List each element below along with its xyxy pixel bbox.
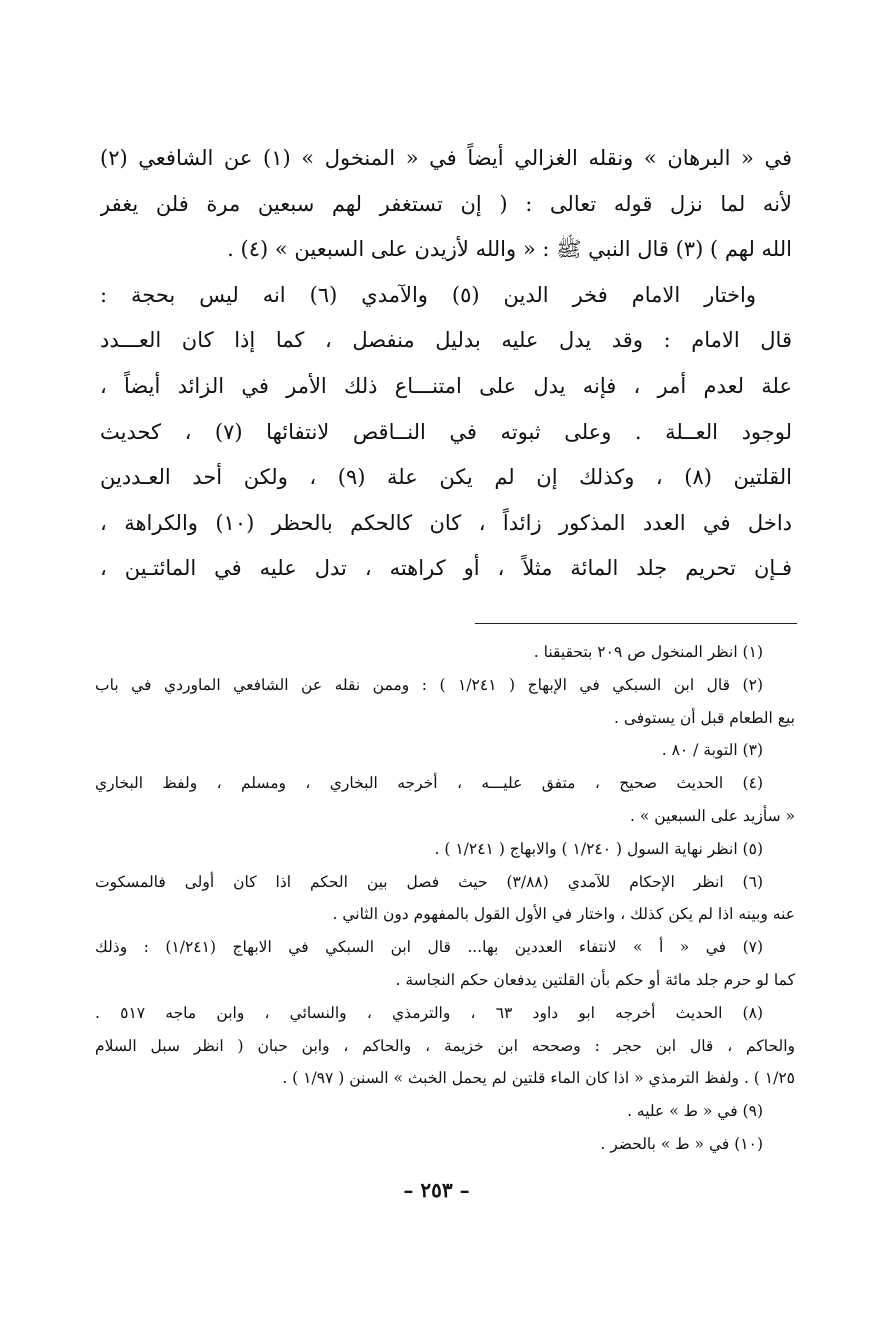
- footnote-line: « سأزيد على السبعين » .: [630, 806, 795, 825]
- main-text-line: قال الامام : وقد يدل عليه بدليل منفصل ، كما إذا كان العـــدد: [100, 328, 792, 353]
- footnote-line: كما لو حرم جلد مائة أو حكم بأن القلتين يدفعان حكم النجاسة .: [395, 970, 795, 989]
- footnote-line: (٤) الحديث صحيح ، متفق عليـــه ، أخرجه البخاري ، ومسلم ، ولفظ البخاري: [95, 774, 763, 793]
- footnote-line: (٥) انظر نهاية السول ( ١/٢٤٠ ) والابهاج ( ١/٢٤١ ) .: [434, 839, 763, 858]
- main-text-line: واختار الامام فخر الدين (٥) والآمدي (٦) انه ليس بحجة :: [100, 282, 756, 307]
- footnote-line: (٢) قال ابن السبكي في الإبهاج ( ١/٢٤١ ) : وممن نقله عن الشافعي الماوردي في باب: [95, 675, 763, 694]
- footnote-line: (٨) الحديث أخرجه ابو داود ٦٣ ، والترمذي ، والنسائي ، وابن ماجه ٥١٧ .: [95, 1003, 763, 1022]
- footnote-line: عنه وبينه اذا لم يكن كذلك ، واختار في الأول القول بالمفهوم دون الثاني .: [332, 905, 795, 924]
- footnote-line: (١٠) في « ط » بالحضر .: [600, 1134, 763, 1153]
- main-text-line: علة لعدم أمر ، فإنه يدل على امتنـــاع ذلك الأمر في الزائد أيضاً ،: [100, 373, 792, 398]
- main-text-line: داخل في العدد المذكور زائداً ، كان كالحكم بالحظر (١٠) والكراهة ،: [100, 510, 792, 535]
- footnote-separator: [475, 623, 797, 624]
- footnote-line: بيع الطعام قبل أن يستوفى .: [613, 708, 795, 727]
- footnote-line: (٩) في « ط » عليه .: [627, 1102, 763, 1121]
- footnote-line: (٧) في « أ » لانتفاء العددين بها... قال ابن السبكي في الابهاج (١/٢٤١) : وذلك: [95, 938, 764, 957]
- main-text-line: في « البرهان » ونقله الغزالي أيضاً في « المنخول » (١) عن الشافعي (٢): [100, 146, 792, 170]
- main-text-line: لأنه لما نزل قوله تعالى : ( إن تستغفر لهم سبعين مرة فلن يغفر: [100, 191, 792, 216]
- main-text-line: الله لهم ) (٣) قال النبي ﷺ : « والله لأزيدن على السبعين » (٤) .: [227, 237, 792, 262]
- footnote-line: (٦) انظر الإحكام للآمدي (٣/٨٨) حيث فصل بين الحكم اذا كان أولى فالمسكوت: [95, 872, 763, 891]
- page-number: – ٢٥٣ –: [403, 1178, 470, 1202]
- footnote-line: (٣) التوبة / ٨٠ .: [661, 741, 763, 760]
- footnote-line: والحاكم ، قال ابن حجر : وصححه ابن خزيمة ، والحاكم ، وابن حبان ( انظر سبل السلام: [95, 1036, 795, 1055]
- main-text-line: القلتين (٨) ، وكذلك إن لم يكن علة (٩) ، ولكن أحد العـددين: [100, 465, 792, 490]
- main-text-line: فـإن تحريم جلد المائة مثلاً ، أو كراهته ، تدل عليه في المائتـين ،: [100, 556, 792, 581]
- main-text-line: لوجود العــلة . وعلى ثبوته في النــاقص لانتفائها (٧) ، كحديث: [100, 419, 792, 444]
- main-text: [100, 136, 792, 592]
- footnotes: [95, 636, 795, 1161]
- footnote-line: ١/٢٥ ) . ولفظ الترمذي « اذا كان الماء قلتين لم يحمل الخبث » السنن ( ١/٩٧ ) .: [282, 1069, 795, 1088]
- footnote-line: (١) انظر المنخول ص ٢٠٩ بتحقيقنا .: [533, 643, 763, 661]
